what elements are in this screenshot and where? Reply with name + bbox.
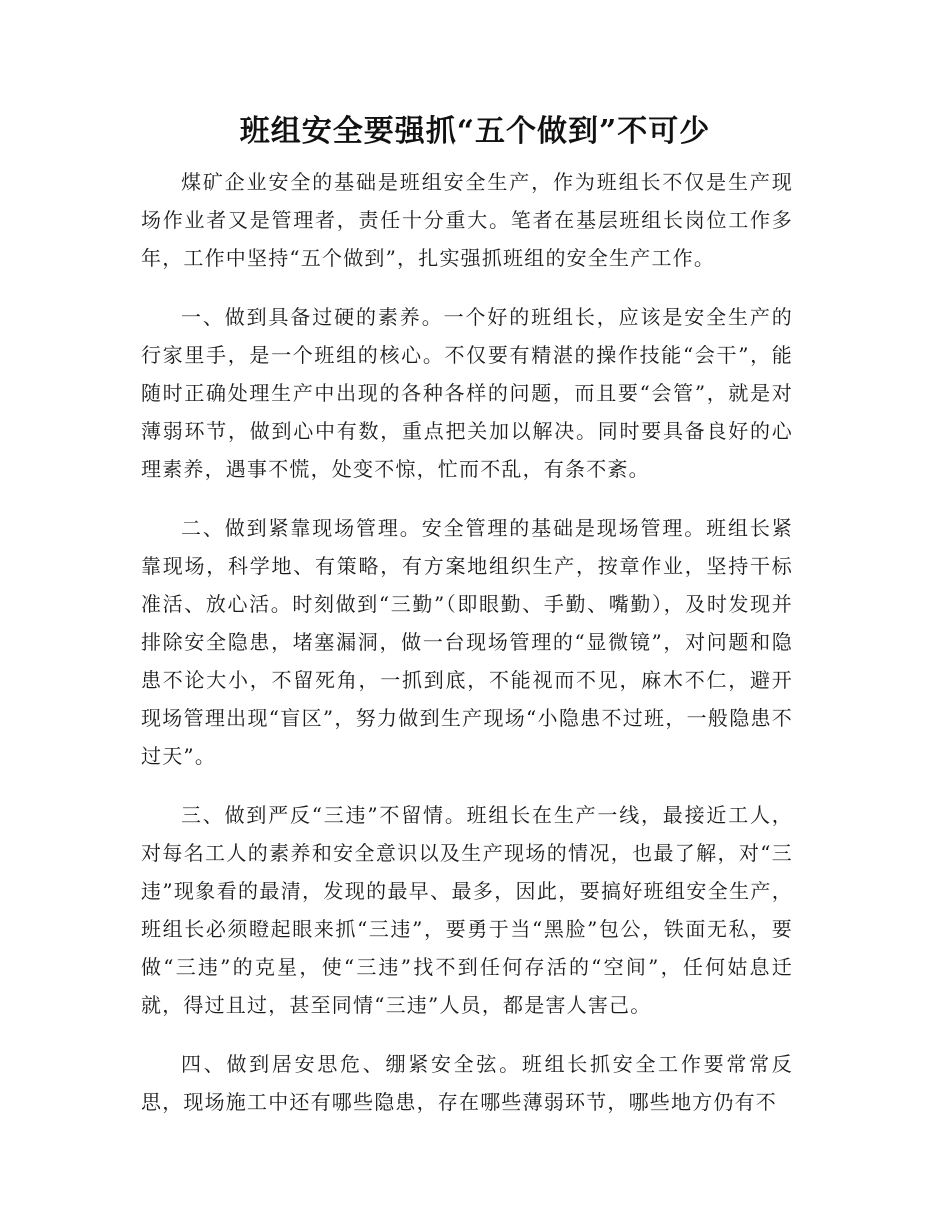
- document-body: [141, 163, 793, 1142]
- paragraph-point-2: 二、做到紧靠现场管理。安全管理的基础是现场管理。班组长紧靠现场，科学地、有策略，有方案地组织生产，按章作业，坚持干标准活、放心活。时刻做到“三勤”（即眼勤、手勤、嘴勤），及时发现并排除安全隐患，堵塞漏洞，做一台现场管理的“显微镜”，对问题和隐患不论大小，不留死角，一抓到底，不能视而不见，麻木不仁，避开现场管理出现“盲区”，努力做到生产现场“小隐患不过班，一般隐患不过天”。: [141, 516, 793, 768]
- paragraph-point-1: 一、做到具备过硬的素养。一个好的班组长，应该是安全生产的行家里手，是一个班组的核心。不仅要有精湛的操作技能“会干”，能随时正确处理生产中出现的各种各样的问题，而且要“会管”，就是对薄弱环节，做到心中有数，重点把关加以解决。同时要具备良好的心理素养，遇事不慌，处变不惊，忙而不乱，有条不紊。: [141, 305, 793, 481]
- paragraph-point-4: 四、做到居安思危、绷紧安全弦。班组长抓安全工作要常常反思，现场施工中还有哪些隐患，存在哪些薄弱环节，哪些地方仍有不: [141, 1052, 793, 1114]
- paragraph-point-3: 三、做到严反“三违”不留情。班组长在生产一线，最接近工人，对每名工人的素养和安全意识以及生产现场的情况，也最了解，对“三违”现象看的最清，发现的最早、最多，因此，要搞好班组安全生产，班组长必须瞪起眼来抓“三违”，要勇于当“黑脸”包公，铁面无私，要做“三违”的克星，使“三违”找不到任何存活的“空间”，任何姑息迁就，得过且过，甚至同情“三违”人员，都是害人害己。: [141, 803, 793, 1017]
- paragraph-intro: 煤矿企业安全的基础是班组安全生产，作为班组长不仅是生产现场作业者又是管理者，责任十分重大。笔者在基层班组长岗位工作多年，工作中坚持“五个做到”，扎实强抓班组的安全生产工作。: [141, 170, 793, 270]
- document-title: 班组安全要强抓“五个做到”不可少: [239, 114, 711, 149]
